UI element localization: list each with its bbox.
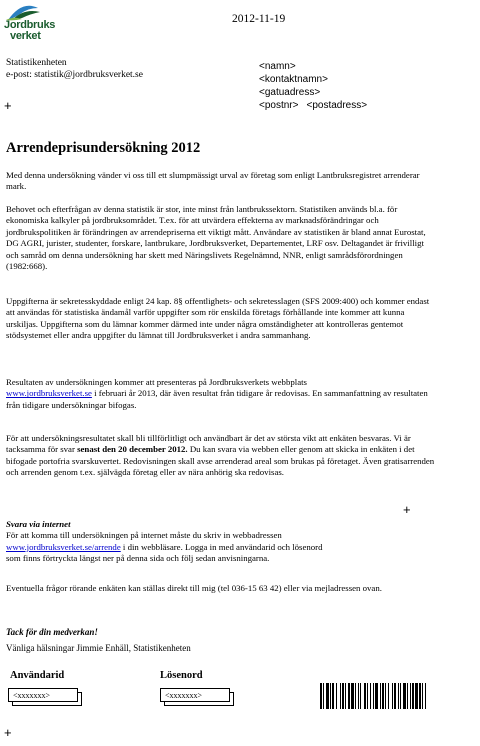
- sender-email: e-post: statistik@jordbruksverket.se: [6, 70, 143, 80]
- sender-unit: Statistikenheten: [6, 58, 67, 68]
- barcode-bar: [320, 683, 322, 709]
- barcode-bar: [400, 683, 401, 709]
- letter-date: 2012-11-19: [232, 13, 286, 25]
- password-value: <xxxxxxx>: [160, 688, 230, 702]
- barcode-bar: [355, 683, 356, 709]
- barcode-bar: [367, 683, 368, 709]
- greeting-line: Vänliga hälsningar Jimmie Enhäll, Statistikenheten: [6, 643, 191, 653]
- barcode-bar: [342, 683, 344, 709]
- user-id-label: Användarid: [10, 670, 65, 681]
- crosshair-mark-icon: +: [403, 502, 411, 517]
- barcode-bar: [330, 683, 331, 709]
- barcode-bar: [323, 683, 324, 709]
- thanks-line: Tack för din medverkan!: [6, 627, 98, 637]
- barcode-bar: [348, 683, 350, 709]
- barcode-bar: [351, 683, 354, 709]
- barcode-bar: [360, 683, 361, 709]
- logo-wordmark: [4, 20, 55, 42]
- purpose-paragraph: Behovet och efterfrågan av denna statistik är stor, inte minst från lantbrukssektorn. Statistiken används bl.a. för ekonomiska kalkyler på jordbruksområdet. T.ex. för att utvärdera effekterna av marknadsförändringar och jordbrukspolitiken är förändringen av arrendepriserna ett viktigt mått. Användare av statistiken är bland annat Eurostat, DG AGRI, jurister, studenter, forskare, lantbrukare, Jordbruksverket, Departementet, LRF osv. Deltagandet är frivilligt och samråd om denna undersökning har skett med Näringslivets Regelnämnd, NNR, enligt samrådsförordningen (1982:668).: [6, 204, 426, 272]
- barcode-bar: [412, 683, 414, 709]
- results-text-pre: Resultaten av undersökningen kommer att presenteras på Jordbruksverkets webbplats: [6, 377, 307, 387]
- recipient-contact: <kontaktnamn>: [259, 74, 328, 85]
- barcode-bar: [410, 683, 411, 709]
- results-text-post: i februari år 2013, där även resultat från tidigare år redovisas. En sammanfattning av resultaten från tidigare undersökningar bifogas.: [6, 388, 428, 410]
- recipient-address: [259, 60, 367, 112]
- barcode-bar: [415, 683, 418, 709]
- deadline-text-b: Du kan svara via webben eller genom att skicka in enkäten i det bifogade portofria svarskuvertet. Redovisningen skall avse arrenderad areal som brukas på företaget. Även gratisarrenden och arrenden genom t.ex. självägda företag eller av nära anhörig ska redovisas.: [6, 444, 435, 478]
- deadline-date: senast den 20 december 2012.: [77, 444, 188, 455]
- barcode-bar: [358, 683, 359, 709]
- internet-line-2: i din webbläsare. Logga in med användarid och lösenord: [120, 541, 323, 552]
- confidentiality-paragraph: Uppgifterna är sekretesskyddade enligt 24 kap. 8§ offentlighets- och sekretesslagen (SFS 2009:400) och kommer endast att användas för statistiska ändamål varför uppgifter som rör enskilda företags förhållande inte kommer att kunna urskiljas. Uppgifterna som du lämnar kommer därmed inte under några omständigheter att kontrolleras gentemot stödsystemet eller andra uppgifter du lämnat till Jordbruksverket i andra sammanhang.: [6, 296, 430, 341]
- barcode-image: [320, 683, 478, 709]
- barcode-bar: [370, 683, 371, 709]
- barcode-bar: [419, 683, 421, 709]
- logo-line-1: Jordbruks: [4, 19, 56, 31]
- barcode-bar: [385, 683, 386, 709]
- barcode-bar: [407, 683, 408, 709]
- password-label: Lösenord: [160, 670, 203, 681]
- intro-paragraph: Med denna undersökning vänder vi oss till ett slumpmässigt urval av företag som enligt Lantbruksregistret arrenderar mark.: [6, 170, 420, 192]
- internet-line-3: som finns förtryckta längst ner på denna sida och följ sedan anvisningarna.: [6, 553, 270, 564]
- recipient-street: <gatuadress>: [259, 87, 321, 98]
- logo-line-2: verket: [10, 30, 41, 42]
- barcode-bar: [422, 683, 423, 709]
- barcode-bar: [345, 683, 346, 709]
- barcode-bar: [392, 683, 393, 709]
- barcode-bar: [398, 683, 399, 709]
- barcode-bar: [364, 683, 366, 709]
- results-paragraph: [6, 377, 438, 411]
- barcode-bar: [394, 683, 396, 709]
- internet-heading: Svara via internet: [6, 519, 71, 529]
- barcode-bar: [375, 683, 378, 709]
- internet-line-1: För att komma till undersökningen på internet måste du skriv in webbadressen: [6, 530, 282, 541]
- barcode-bar: [382, 683, 384, 709]
- barcode-bar: [332, 683, 334, 709]
- deadline-paragraph: [6, 433, 438, 479]
- barcode-bar: [380, 683, 381, 709]
- jordbruksverket-logo: [4, 2, 56, 48]
- barcode-bar: [340, 683, 341, 709]
- internet-section: [6, 519, 438, 565]
- crosshair-mark-icon: +: [4, 725, 12, 740]
- contact-paragraph: Eventuella frågor rörande enkäten kan ställas direkt till mig (tel 036-15 63 42) eller via mejladressen ovan.: [6, 583, 382, 593]
- barcode-bar: [373, 683, 374, 709]
- user-id-value: <xxxxxxx>: [8, 688, 78, 702]
- recipient-name: <namn>: [259, 61, 296, 72]
- barcode-bar: [326, 683, 329, 709]
- deadline-text-a: För att undersökningsresultatet skall bli tillförlitligt och användbart är det av största vikt att enkäten besvaras. Vi är tacksamma för svar: [6, 433, 411, 455]
- barcode-bar: [336, 683, 337, 709]
- barcode-bar: [403, 683, 406, 709]
- barcode-bar: [425, 683, 426, 709]
- results-website-link[interactable]: www.jordbruksverket.se: [6, 388, 92, 399]
- crosshair-mark-icon: +: [4, 98, 12, 113]
- page-title: Arrendeprisundersökning 2012: [6, 140, 201, 156]
- survey-web-link[interactable]: www.jordbruksverket.se/arrende: [6, 541, 121, 552]
- sender-block: [6, 57, 143, 81]
- barcode-bar: [388, 683, 389, 709]
- recipient-postnr: <postnr>: [259, 100, 299, 111]
- recipient-city: <postadress>: [306, 100, 368, 111]
